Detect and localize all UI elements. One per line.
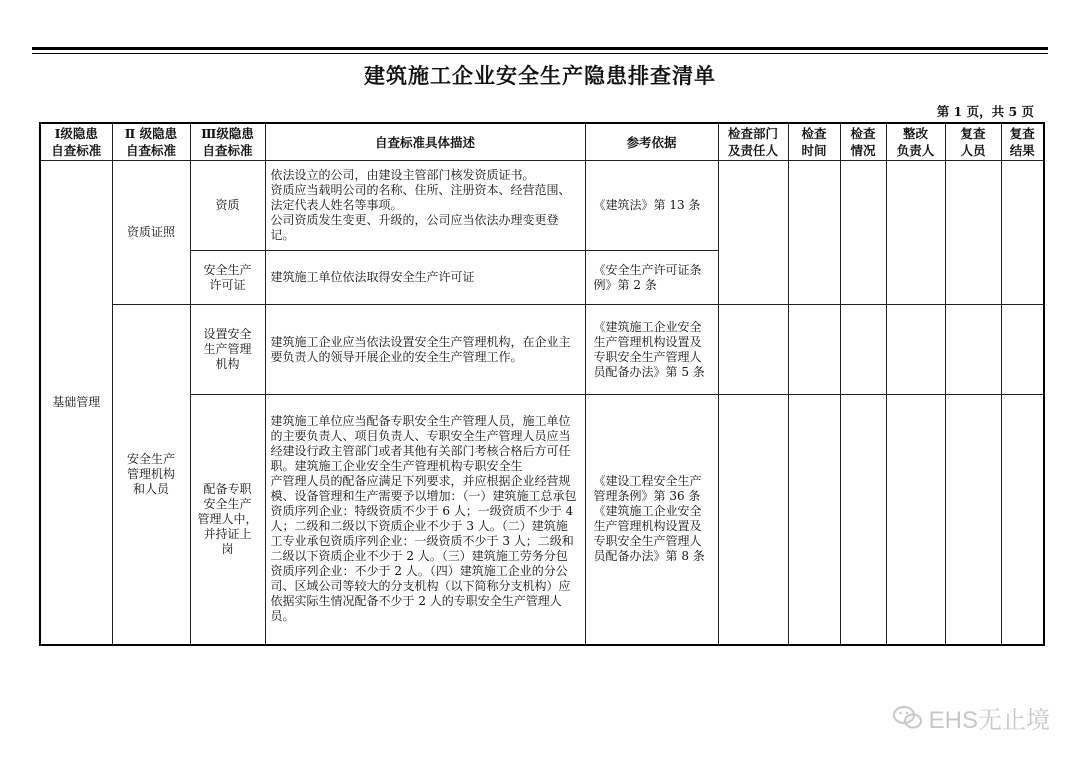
header-level2: Ⅱ 级隐患 自查标准 bbox=[112, 123, 190, 161]
header-check-status: 检查 情况 bbox=[840, 123, 886, 161]
reference-cell: 《建筑法》第 13 条 bbox=[585, 161, 718, 251]
watermark-text: EHS无止境 bbox=[928, 707, 1050, 734]
rectifier-cell[interactable] bbox=[886, 305, 945, 395]
level3-cell: 配备专职 安全生产 管理人中， 并持证上 岗 bbox=[190, 395, 265, 645]
table-row bbox=[40, 305, 1044, 395]
description-line: 产管理人员的配备应满足下列要求，并应根据企业经营规模、设备管理和生产需要予以增加：（一）建筑施工总承包资质序列企业：特级资质不少于 6 人；一级资质不少于 4 人；二级和二级以下资质企业不少于 3 人。（二）建筑施工专业承包资质序列企业：一级资质不少于 3 人；二级和二级以下资质企业不少于 2 人。（三）建筑施工劳务分包资质序列企业：不少于 2 人。（四）建筑施工企业的分公司、区域公司等较大的分支机构（以下简称分支机构）应依据实际生情况配备不少于 2 人的专职安全生产管理人员。 bbox=[270, 474, 577, 624]
reference-cell: 《建设工程安全生产管理条例》第 36 条《建筑施工企业安全生产管理机构设置及专职安全生产管理人员配备办法》第 8 条 bbox=[585, 395, 718, 645]
rectifier-cell[interactable] bbox=[886, 161, 945, 305]
reference-cell: 《安全生产许可证条例》第 2 条 bbox=[585, 251, 718, 305]
check-status-cell[interactable] bbox=[840, 305, 886, 395]
top-rule-thin bbox=[32, 53, 1048, 54]
check-time-cell[interactable] bbox=[788, 305, 840, 395]
level3-cell: 安全生产 许可证 bbox=[190, 251, 265, 305]
header-rectifier: 整改 负责人 bbox=[886, 123, 945, 161]
check-status-cell[interactable] bbox=[840, 395, 886, 645]
reference-cell: 《建筑施工企业安全生产管理机构设置及专职安全生产管理人员配备办法》第 5 条 bbox=[585, 305, 718, 395]
description-cell bbox=[265, 395, 585, 645]
description-cell: 建筑施工企业应当依法设置安全生产管理机构，在企业主要负责人的领导开展企业的安全生产管理工作。 bbox=[265, 305, 585, 395]
table-row bbox=[40, 395, 1044, 645]
dept-cell[interactable] bbox=[718, 305, 788, 395]
page-title: 建筑施工企业安全生产隐患排查清单 bbox=[364, 63, 716, 88]
description-line: 依法设立的公司，由建设主管部门核发资质证书。 bbox=[270, 168, 535, 182]
review-result-cell[interactable] bbox=[1001, 305, 1044, 395]
dept-cell[interactable] bbox=[718, 395, 788, 645]
wechat-icon bbox=[893, 705, 923, 731]
description-line: 建筑施工单位应当配备专职安全生产管理人员，施工单位的主要负责人、项目负责人、专职安全生产管理人员应当经建设行政主管部门或者其他有关部门考核合格后方可任职。建筑施工企业安全生产管理机构专职安全生 bbox=[270, 414, 571, 474]
table-row bbox=[40, 161, 1044, 251]
reviewer-cell[interactable] bbox=[945, 395, 1001, 645]
header-reviewer: 复查 人员 bbox=[945, 123, 1001, 161]
description-line: 公司资质发生变更、升级的，公司应当依法办理变更登记。 bbox=[270, 213, 559, 242]
page-number: 第 1 页，共 5 页 bbox=[936, 104, 1034, 119]
dept-cell[interactable] bbox=[718, 161, 788, 305]
rectifier-cell[interactable] bbox=[886, 395, 945, 645]
check-time-cell[interactable] bbox=[788, 395, 840, 645]
level2-cell: 资质证照 bbox=[112, 161, 190, 305]
header-description: 自查标准具体描述 bbox=[265, 123, 585, 161]
header-level3: Ⅲ级隐患 自查标准 bbox=[190, 123, 265, 161]
level3-cell: 设置安全 生产管理 机构 bbox=[190, 305, 265, 395]
header-review-result: 复查 结果 bbox=[1001, 123, 1044, 161]
level3-cell: 资质 bbox=[190, 161, 265, 251]
header-level1: Ⅰ级隐患 自查标准 bbox=[40, 123, 112, 161]
top-rule-thick bbox=[32, 47, 1048, 50]
watermark bbox=[893, 700, 1050, 735]
reviewer-cell[interactable] bbox=[945, 305, 1001, 395]
review-result-cell[interactable] bbox=[1001, 161, 1044, 305]
level1-cell: 基础管理 bbox=[40, 161, 112, 645]
description-cell bbox=[265, 161, 585, 251]
description-cell: 建筑施工单位依法取得安全生产许可证 bbox=[265, 251, 585, 305]
description-line: 资质应当载明公司的名称、住所、注册资本、经营范围、法定代表人姓名等事项。 bbox=[270, 183, 571, 212]
header-check-time: 检查 时间 bbox=[788, 123, 840, 161]
check-time-cell[interactable] bbox=[788, 161, 840, 305]
header-reference: 参考依据 bbox=[585, 123, 718, 161]
reviewer-cell[interactable] bbox=[945, 161, 1001, 305]
checklist-table bbox=[39, 122, 1045, 646]
header-row bbox=[40, 123, 1044, 161]
level2-cell: 安全生产 管理机构 和人员 bbox=[112, 305, 190, 645]
check-status-cell[interactable] bbox=[840, 161, 886, 305]
header-dept: 检查部门 及责任人 bbox=[718, 123, 788, 161]
review-result-cell[interactable] bbox=[1001, 395, 1044, 645]
